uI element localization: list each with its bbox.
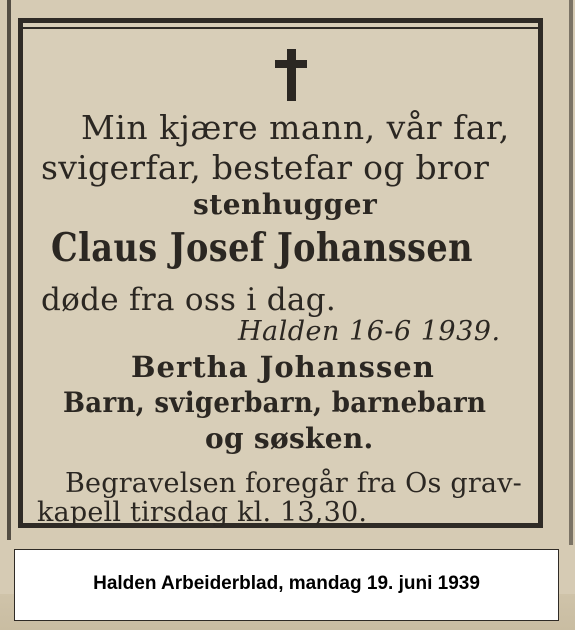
column-rule-left [7,0,11,540]
source-caption-box [14,549,559,621]
top-double-rule [23,27,538,29]
column-rule-right [569,0,573,545]
death-notice [18,18,543,528]
family-line-1: Barn, svigerbarn, barnebarn [63,386,487,419]
funeral-line-2: kapell tirsdag kl. 13,30. [37,497,368,528]
source-caption: Halden Arbeiderblad, mandag 19. juni 1939 [93,573,480,594]
deceased-name: Claus Josef Johanssen [51,225,473,271]
occupation: stenhugger [193,188,378,221]
notice-line-2: svigerfar, bestefar og bror [41,148,490,187]
notice-line-1: Min kjære mann, vår far, [81,108,510,147]
place-date: Halden 16-6 1939. [238,316,501,347]
funeral-line-1: Begravelsen foregår fra Os grav- [65,468,523,499]
widow-name: Bertha Johanssen [131,350,435,384]
notice-line-5: døde fra oss i dag. [41,282,337,318]
latin-cross-icon [275,49,307,101]
family-line-2: og søsken. [205,422,374,455]
